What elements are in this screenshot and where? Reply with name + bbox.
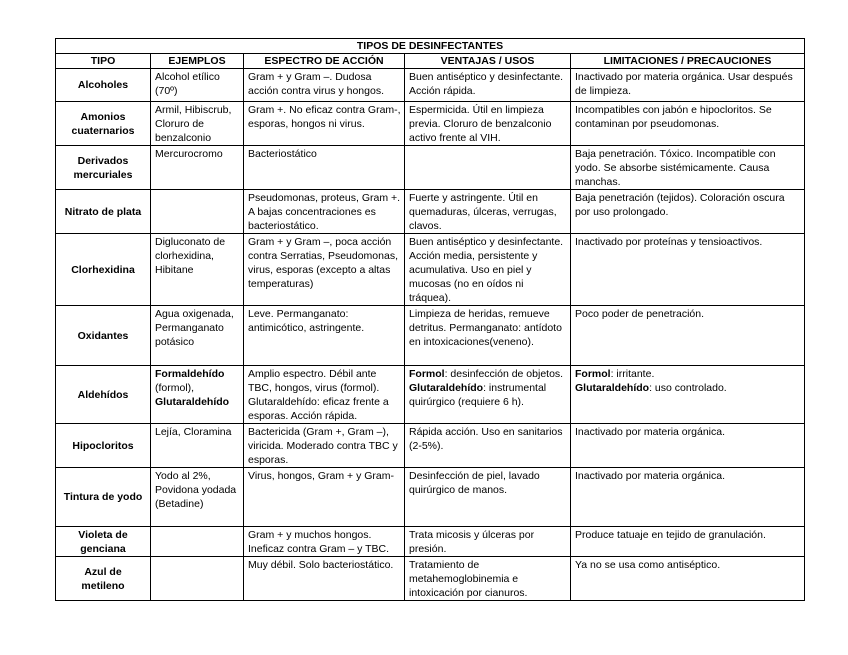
- header-row: [56, 54, 805, 69]
- espectro-cell: Gram +. No eficaz contra Gram-, esporas, hongos ni virus.: [244, 102, 405, 146]
- tipo-cell: [56, 69, 151, 102]
- ejemplos-cell: [151, 190, 244, 234]
- ventajas-cell: Limpieza de heridas, remueve detritus. Permanganato: antídoto en intoxicaciones(veneno).: [405, 306, 571, 366]
- ventajas-cell: Rápida acción. Uso en sanitarios (2-5%).: [405, 424, 571, 468]
- espectro-cell: Virus, hongos, Gram + y Gram-: [244, 468, 405, 527]
- limitacion-line: [575, 367, 801, 381]
- espectro-cell: Bactericida (Gram +, Gram –), viricida. Moderado contra TBC y esporas.: [244, 424, 405, 468]
- header-tipo: TIPO: [56, 54, 151, 69]
- limitaciones-cell: Inactivado por proteínas y tensioactivos.: [571, 234, 805, 306]
- row-azul-de-metileno: [56, 557, 805, 601]
- ventaja-text: : desinfección de objetos.: [444, 368, 564, 380]
- tipo-cell: [56, 234, 151, 306]
- limitacion-text: : irritante.: [610, 368, 655, 380]
- tipo-label: Nitrato de plata: [64, 205, 142, 218]
- limitaciones-cell: Inactivado por materia orgánica. Usar después de limpieza.: [571, 69, 805, 102]
- ventajas-cell: [405, 146, 571, 190]
- ventajas-cell: Buen antiséptico y desinfectante. Acción rápida.: [405, 69, 571, 102]
- limitaciones-cell: Produce tatuaje en tejido de granulación.: [571, 527, 805, 557]
- header-ejemplos: EJEMPLOS: [151, 54, 244, 69]
- ventajas-cell: Trata micosis y úlceras por presión.: [405, 527, 571, 557]
- ventajas-cell: Desinfección de piel, lavado quirúrgico de manos.: [405, 468, 571, 527]
- row-nitrato-de-plata: [56, 190, 805, 234]
- row-aldehidos: [56, 366, 805, 424]
- header-espectro: ESPECTRO DE ACCIÓN: [244, 54, 405, 69]
- limitaciones-cell: Inactivado por materia orgánica.: [571, 468, 805, 527]
- ejemplo-formaldehido: Formaldehído: [155, 368, 225, 380]
- tipo-label: Tintura de yodo: [63, 491, 143, 503]
- row-derivados-mercuriales: [56, 146, 805, 190]
- ejemplos-cell: Mercurocromo: [151, 146, 244, 190]
- tipo-label: Azul de metileno: [81, 565, 125, 592]
- tipo-cell: [56, 366, 151, 424]
- tipo-cell: [56, 102, 151, 146]
- header-ventajas: VENTAJAS / USOS: [405, 54, 571, 69]
- ejemplos-cell: Lejía, Cloramina: [151, 424, 244, 468]
- row-violeta-de-genciana: [56, 527, 805, 557]
- tipo-label: Aldehídos: [77, 388, 129, 401]
- espectro-cell: Bacteriostático: [244, 146, 405, 190]
- ejemplos-cell: Alcohol etílico (70º): [151, 69, 244, 102]
- tipo-label: Derivados mercuriales: [73, 154, 133, 181]
- tipo-cell: [56, 306, 151, 366]
- limitaciones-cell: [571, 366, 805, 424]
- tipo-label: Clorhexidina: [71, 263, 135, 276]
- espectro-cell: Gram + y Gram –, poca acción contra Serratias, Pseudomonas, virus, esporas (excepto a altas temperaturas): [244, 234, 405, 306]
- ventajas-cell: [405, 366, 571, 424]
- ejemplos-cell: [151, 557, 244, 601]
- tipo-label: Alcoholes: [77, 79, 129, 91]
- limitaciones-cell: Incompatibles con jabón e hipocloritos. Se contaminan por pseudomonas.: [571, 102, 805, 146]
- row-clorhexidina: [56, 234, 805, 306]
- tipo-cell: [56, 527, 151, 557]
- ejemplos-cell: Digluconato de clorhexidina, Hibitane: [151, 234, 244, 306]
- limitaciones-cell: Baja penetración (tejidos). Coloración oscura por uso prolongado.: [571, 190, 805, 234]
- ejemplos-cell: Agua oxigenada, Permanganato potásico: [151, 306, 244, 366]
- espectro-cell: Pseudomonas, proteus, Gram +. A bajas concentraciones es bacteriostático.: [244, 190, 405, 234]
- disinfectants-table: [55, 38, 805, 601]
- row-oxidantes: [56, 306, 805, 366]
- ejemplos-cell: [151, 366, 244, 424]
- ventaja-label: Glutaraldehído: [409, 382, 484, 394]
- header-limitaciones: LIMITACIONES / PRECAUCIONES: [571, 54, 805, 69]
- document-sheet: [55, 38, 804, 601]
- ventajas-cell: Fuerte y astringente. Útil en quemaduras, úlceras, verrugas, clavos.: [405, 190, 571, 234]
- ventaja-text: : instrumental quirúrgico (requiere 6 h).: [409, 382, 547, 408]
- tipo-cell: [56, 468, 151, 527]
- row-hipocloritos: [56, 424, 805, 468]
- ventajas-cell: Espermicida. Útil en limpieza previa. Cloruro de benzalconio activo frente al VIH.: [405, 102, 571, 146]
- tipo-cell: [56, 424, 151, 468]
- limitacion-text: : uso controlado.: [649, 382, 727, 394]
- tipo-label: Violeta de genciana: [78, 528, 128, 555]
- table-title: TIPOS DE DESINFECTANTES: [56, 39, 805, 54]
- limitacion-label: Glutaraldehído: [575, 382, 650, 394]
- ventajas-cell: Tratamiento de metahemoglobinemia e intoxicación por cianuros.: [405, 557, 571, 601]
- espectro-cell: Gram + y muchos hongos. Ineficaz contra Gram – y TBC.: [244, 527, 405, 557]
- ejemplos-cell: [151, 527, 244, 557]
- espectro-cell: Amplio espectro. Débil ante TBC, hongos, virus (formol). Glutaraldehído: eficaz frente a esporas. Acción rápida.: [244, 366, 405, 424]
- ventajas-cell: Buen antiséptico y desinfectante. Acción media, persistente y acumulativa. Uso en piel y mucosas (no en oídos ni tráquea).: [405, 234, 571, 306]
- tipo-label: Oxidantes: [77, 329, 129, 342]
- ejemplos-cell: Yodo al 2%, Povidona yodada (Betadine): [151, 468, 244, 527]
- row-amonios-cuaternarios: [56, 102, 805, 146]
- limitaciones-cell: Inactivado por materia orgánica.: [571, 424, 805, 468]
- limitaciones-cell: Poco poder de penetración.: [571, 306, 805, 366]
- tipo-label: Hipocloritos: [72, 439, 134, 452]
- espectro-cell: Gram + y Gram –. Dudosa acción contra virus y hongos.: [244, 69, 405, 102]
- tipo-cell: [56, 557, 151, 601]
- tipo-label: Amonios cuaternarios: [71, 110, 135, 137]
- espectro-cell: Leve. Permanganato: antimicótico, astringente.: [244, 306, 405, 366]
- ejemplo-glutaraldehido: Glutaraldehído: [155, 396, 230, 408]
- limitacion-line: [575, 381, 801, 395]
- espectro-cell: Muy débil. Solo bacteriostático.: [244, 557, 405, 601]
- title-row: [56, 39, 805, 54]
- limitaciones-cell: Baja penetración. Tóxico. Incompatible con yodo. Se absorbe sistémicamente. Causa manchas.: [571, 146, 805, 190]
- tipo-cell: [56, 190, 151, 234]
- tipo-cell: [56, 146, 151, 190]
- row-tintura-de-yodo: [56, 468, 805, 527]
- ejemplos-cell: Armil, Hibiscrub, Cloruro de benzalconio: [151, 102, 244, 146]
- limitacion-label: Formol: [575, 368, 611, 380]
- ventaja-label: Formol: [409, 368, 445, 380]
- limitaciones-cell: Ya no se usa como antiséptico.: [571, 557, 805, 601]
- ejemplo-formol: (formol),: [155, 382, 195, 394]
- row-alcoholes: [56, 69, 805, 102]
